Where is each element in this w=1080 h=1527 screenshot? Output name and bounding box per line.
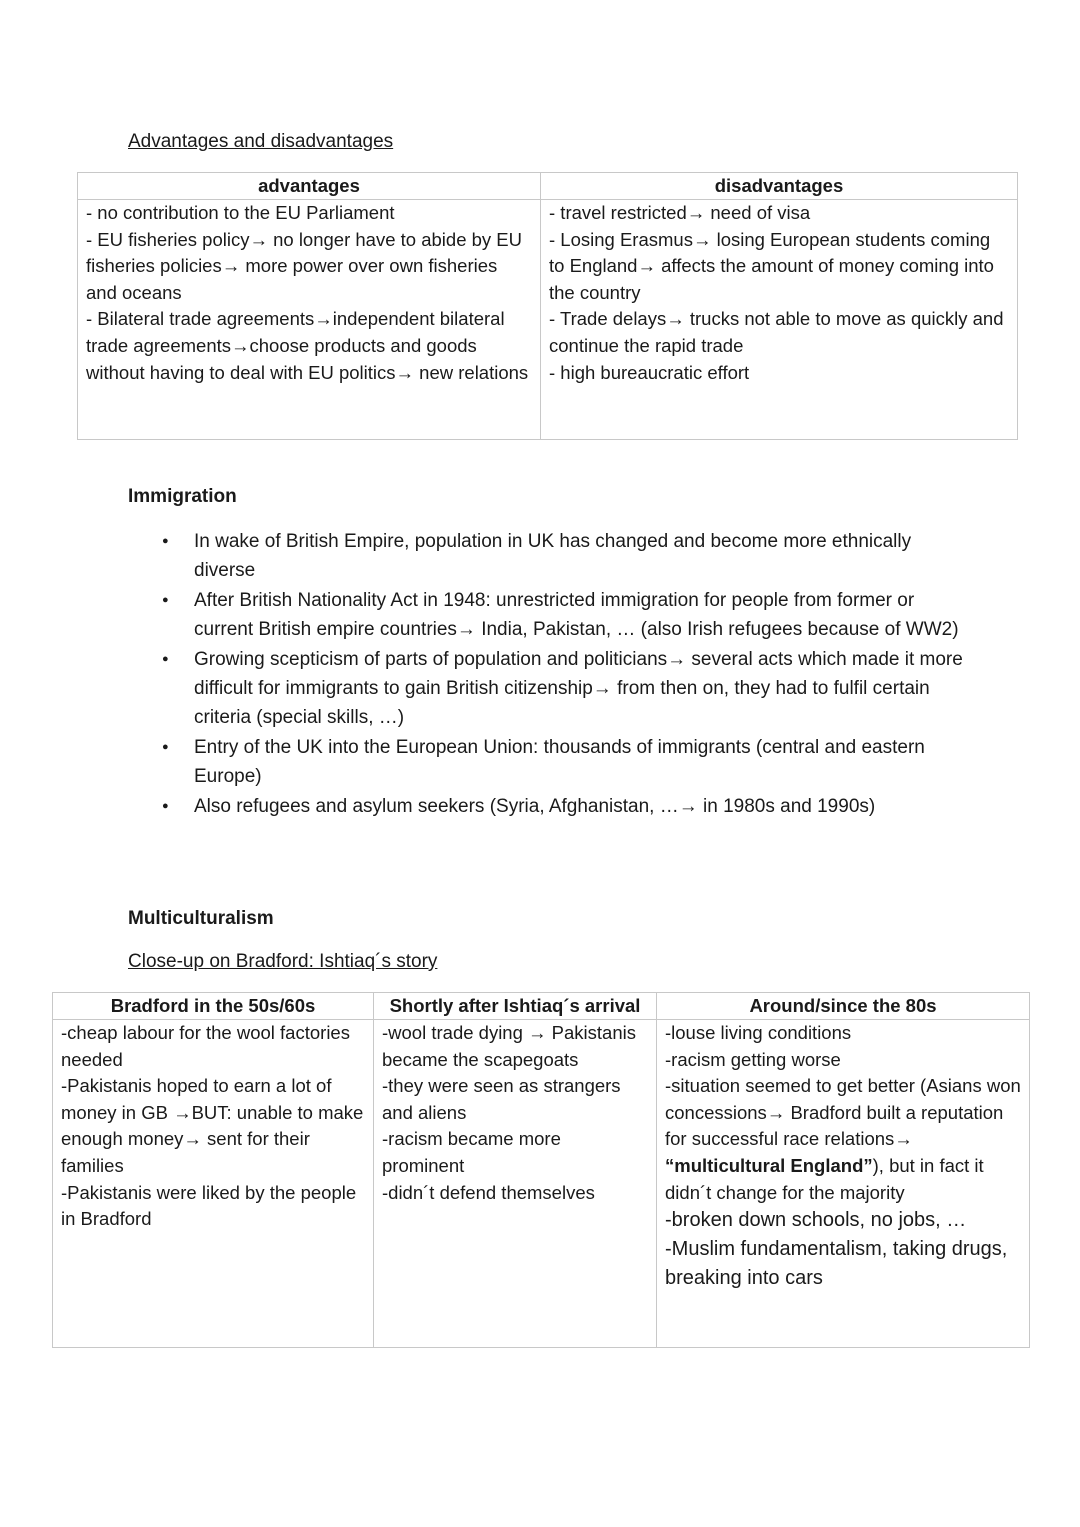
disadvantage-item: - high bureaucratic effort [549, 361, 750, 383]
bradford-col2-item: -they were seen as strangers and aliens [382, 1075, 626, 1123]
immigration-bullet-list [128, 527, 968, 822]
bradford-col1-item: -cheap labour for the wool factories needed [61, 1022, 356, 1070]
situation-text-pre: -situation seemed to get better (Asians won concessions→ Bradford built a reputation for successful race relations→ [665, 1075, 1026, 1150]
bradford-col3-item: -racism getting worse [665, 1048, 841, 1070]
bradford-col2-item: -racism became more prominent [382, 1128, 567, 1176]
section-title-multiculturalism: Multiculturalism [128, 908, 274, 929]
bradford-col1-item: -Pakistanis were liked by the people in Bradford [61, 1181, 362, 1230]
bradford-col3-cell [657, 1020, 1030, 1348]
immigration-bullet: ● Also refugees and asylum seekers (Syria, Afghanistan, …→ in 1980s and 1990s) [128, 792, 968, 821]
situation-text-bold: “multicultural England” [665, 1154, 873, 1176]
section-subtitle-bradford: Close-up on Bradford: Ishtiaq´s story [128, 951, 438, 972]
advantage-item: - EU fisheries policy→ no longer have to abide by EU fisheries policies→ more power over own fisheries and oceans [86, 228, 528, 303]
immigration-bullet: ● In wake of British Empire, population in UK has changed and become more ethnically diverse [128, 527, 968, 585]
bradford-col2-item: -wool trade dying → Pakistanis became the scapegoats [382, 1022, 642, 1070]
immigration-bullet: ● After British Nationality Act in 1948: unrestricted immigration for people from former or current British empire countries→ India, Pakistan, … (also Irish refugees because of WW2) [128, 586, 968, 644]
section-title-advantages: Advantages and disadvantages [128, 131, 394, 152]
bradford-col3-extra: -Muslim fundamentalism, taking drugs, breaking into cars [665, 1238, 1013, 1290]
bradford-header-80s: Around/since the 80s [657, 993, 1030, 1020]
disadvantages-cell [541, 200, 1018, 440]
advantages-table [77, 172, 1018, 440]
immigration-bullet: ● Growing scepticism of parts of population and politicians→ several acts which made it more difficult for immigrants to gain British citizenship→ from then on, they had to fulfil certain criteria (special skills, …) [128, 645, 968, 732]
bradford-col3-extra: -broken down schools, no jobs, … [665, 1209, 967, 1232]
advantage-item: - no contribution to the EU Parliament [86, 202, 395, 223]
advantage-item: - Bilateral trade agreements→independent bilateral trade agreements→choose products and goods without having to deal with EU politics→ new relations [86, 308, 529, 383]
disadvantages-header: disadvantages [541, 173, 1018, 200]
bradford-col3-item: -louse living conditions [665, 1022, 852, 1043]
bradford-table [52, 992, 1030, 1348]
advantages-cell [78, 200, 541, 440]
bradford-col2-item: -didn´t defend themselves [382, 1181, 595, 1203]
disadvantage-item: - Losing Erasmus→ losing European students coming to England→ affects the amount of money coming into the country [549, 228, 1000, 303]
advantages-header: advantages [78, 173, 541, 200]
section-title-immigration: Immigration [128, 486, 237, 507]
bradford-col2-cell [374, 1020, 657, 1348]
bradford-col1-cell [53, 1020, 374, 1348]
immigration-bullet: ● Entry of the UK into the European Union: thousands of immigrants (central and eastern Europe) [128, 733, 968, 791]
disadvantage-item: - Trade delays→ trucks not able to move as quickly and continue the rapid trade [549, 308, 1009, 356]
disadvantage-item: - travel restricted→ need of visa [549, 202, 811, 223]
bradford-col3-situation [665, 1073, 1026, 1206]
bradford-col1-item: -Pakistanis hoped to earn a lot of money in GB →BUT: unable to make enough money→ sent for their families [61, 1075, 369, 1176]
bradford-header-50s: Bradford in the 50s/60s [53, 993, 374, 1020]
bradford-header-arrival: Shortly after Ishtiaq´s arrival [374, 993, 657, 1020]
situation-text-post: ), but in fact it didn´t change for the majority [665, 1154, 989, 1203]
